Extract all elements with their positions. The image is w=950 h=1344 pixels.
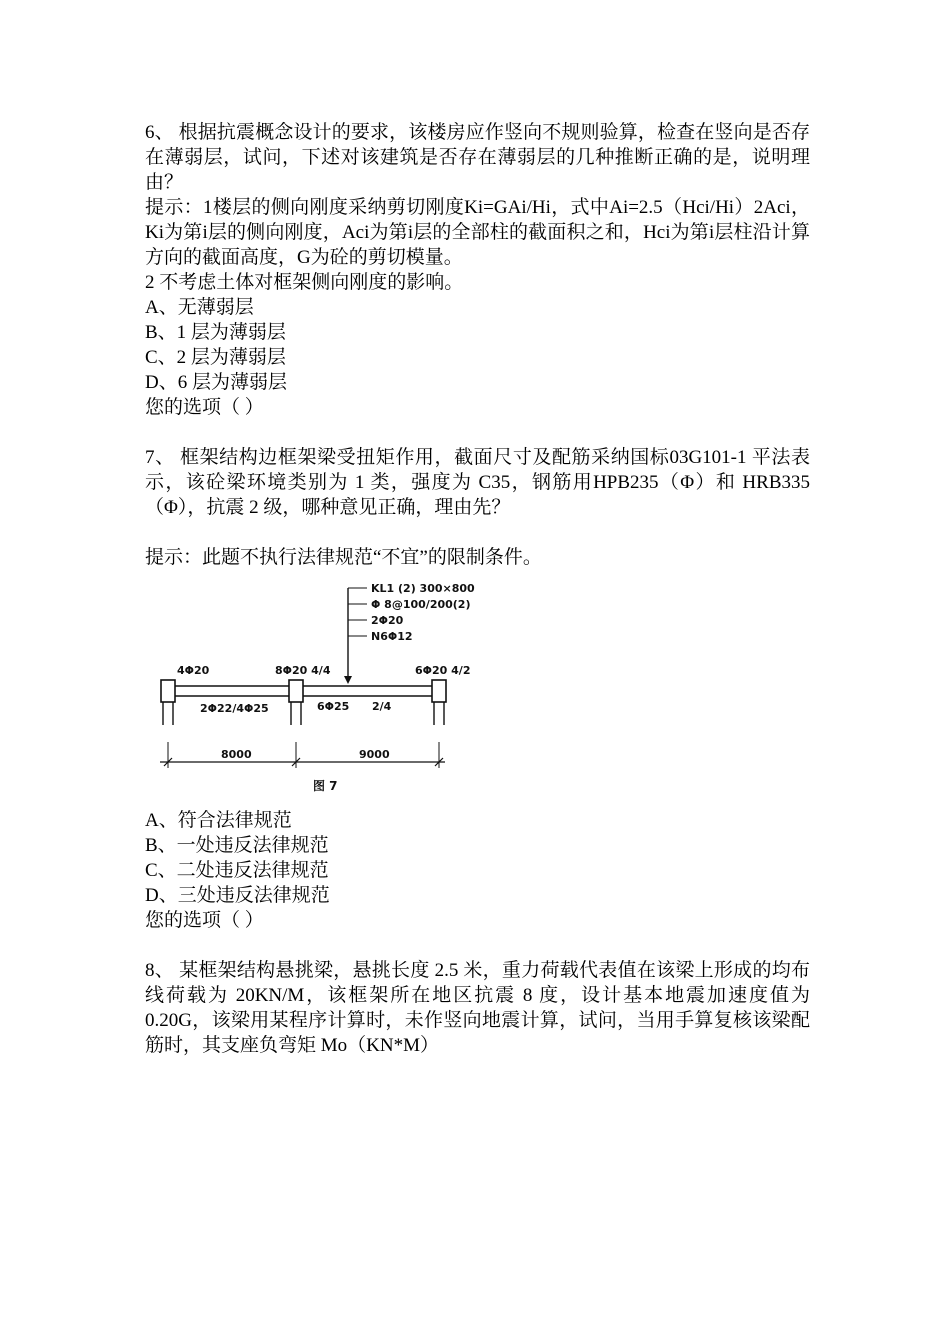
label-stirrup: Φ 8@100/200(2) (371, 598, 471, 611)
label-left-top: 4Φ20 (177, 664, 210, 677)
q6-option-a: A、无薄弱层 (145, 297, 254, 318)
label-mid-bottom: 6Φ25 (317, 700, 350, 713)
label-mid-top: 8Φ20 4/4 (275, 664, 331, 677)
q6-option-c: C、2 层为薄弱层 (145, 347, 286, 368)
q7-answer: 您的选项（ ） (145, 910, 264, 931)
q7-option-a: A、符合法律规范 (145, 810, 292, 831)
q6-hint-2: 2 不考虑土体对框架侧向刚度的影响。 (145, 272, 464, 293)
q6-text: 6、 根据抗震概念设计的要求，该楼房应作竖向不规则验算，检查在竖向是否存在薄弱层，试问，下述对该建筑是否存在薄弱层的几种推断正确的是，说明理由？ (145, 122, 810, 193)
q6-answer: 您的选项（ ） (145, 397, 264, 418)
q7-option-d: D、三处违反法律规范 (145, 885, 330, 906)
dimension-span-2: 9000 (359, 748, 390, 761)
q6-hint-1: 提示：1楼层的侧向刚度采纳剪切刚度Ki=GAi/Hi，式中Ai=2.5（Hci/Hi）2Aci，Ki为第i层的侧向刚度，Aci为第i层的全部柱的截面积之和，Hci为第i层柱沿计算方向的截面高度，G为砼的剪切模量。 (145, 197, 810, 268)
document-body (145, 120, 810, 1058)
label-left-bottom: 2Φ22/4Φ25 (200, 702, 269, 715)
q7-text: 7、 框架结构边框架梁受扭矩作用，截面尺寸及配筋采纳国标03G101-1 平法表示，该砼梁环境类别为 1 类，强度为 C35，钢筋用HPB235（Φ）和 HRB335（Φ），抗震 2 级，哪种意见正确，理由先？ (145, 447, 810, 518)
q7-hint: 提示：此题不执行法律规范“不宜”的限制条件。 (145, 547, 542, 568)
label-kl1: KL1 (2) 300×800 (371, 582, 475, 595)
q7-option-c: C、二处违反法律规范 (145, 860, 329, 881)
spacer (145, 933, 810, 958)
q7-option-b: B、一处违反法律规范 (145, 835, 329, 856)
q6-option-d: D、6 层为薄弱层 (145, 372, 287, 393)
q8-text: 8、 某框架结构悬挑梁，悬挑长度 2.5 米，重力荷载代表值在该梁上形成的均布线荷载为 20KN/M，该框架所在地区抗震 8 度，设计基本地震加速度值为 0.20G，该梁用某程序计算时，未作竖向地震计算，试问，当用手算复核该梁配筋时，其支座负弯矩 Mo（KN*M） (145, 960, 810, 1056)
spacer (145, 520, 810, 545)
beam-figure (145, 580, 505, 800)
spacer (145, 420, 810, 445)
beam-drawing (145, 580, 505, 800)
label-side-bars: N6Φ12 (371, 630, 413, 643)
q6-option-b: B、1 层为薄弱层 (145, 322, 286, 343)
label-right-top: 6Φ20 4/2 (415, 664, 471, 677)
label-top-bars: 2Φ20 (371, 614, 404, 627)
figure-caption: 图 7 (313, 779, 338, 793)
dimension-span-1: 8000 (221, 748, 252, 761)
label-mid-bottom-2: 2/4 (372, 700, 392, 713)
